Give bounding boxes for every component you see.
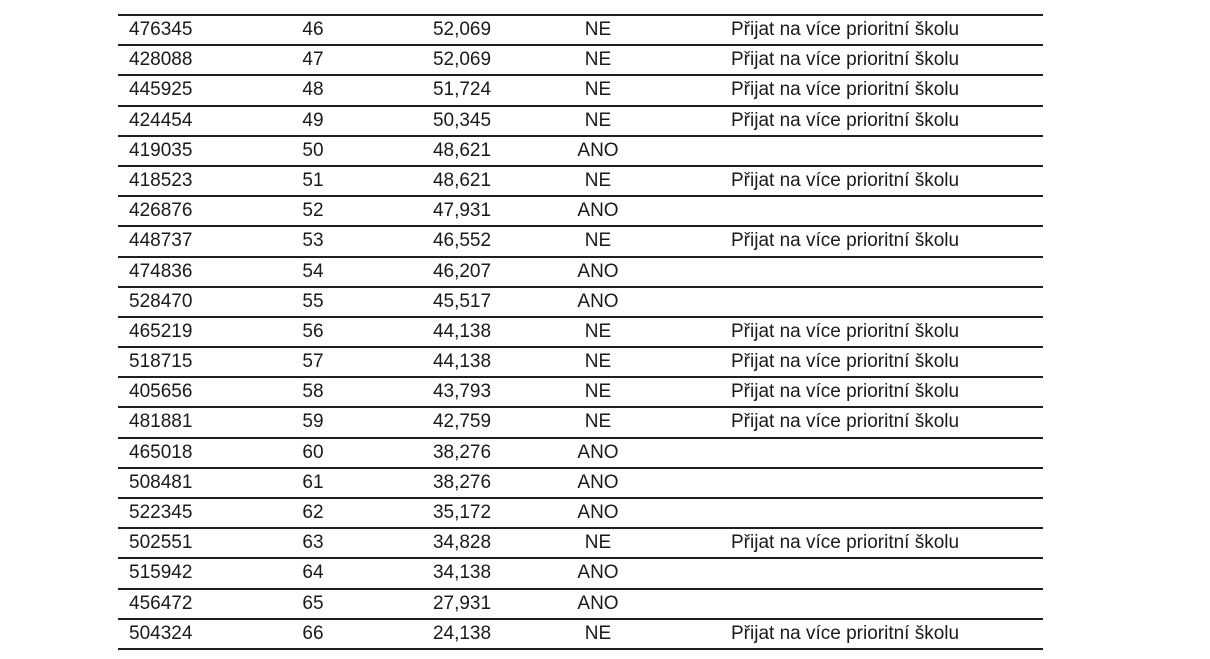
score: 35,172 xyxy=(432,502,492,523)
note: Přijat na více prioritní školu xyxy=(731,230,960,252)
table-row xyxy=(118,225,1043,255)
table-row xyxy=(118,618,1043,650)
applicant-id: 445925 xyxy=(129,79,193,101)
accepted-status: ANO xyxy=(577,441,619,463)
rank: 49 xyxy=(302,109,324,131)
table-row xyxy=(118,105,1043,135)
applicant-id: 405656 xyxy=(129,381,193,403)
applicant-id: 502551 xyxy=(129,532,193,554)
accepted-status: ANO xyxy=(577,260,619,282)
score: 42,759 xyxy=(432,411,492,433)
score: 51,724 xyxy=(432,79,492,101)
table-row xyxy=(118,44,1043,74)
applicant-id: 448737 xyxy=(129,230,193,252)
score: 46,552 xyxy=(432,230,492,252)
applicant-id: 465018 xyxy=(129,441,193,463)
applicant-id: 508481 xyxy=(129,471,193,493)
table-row xyxy=(118,497,1043,527)
table-row xyxy=(118,588,1043,618)
score: 48,621 xyxy=(432,169,492,191)
rank: 53 xyxy=(302,230,324,252)
applicant-id: 474836 xyxy=(129,260,193,282)
rank: 46 xyxy=(302,19,324,40)
results-table xyxy=(118,14,1043,650)
score: 50,345 xyxy=(432,109,492,131)
table-row xyxy=(118,316,1043,346)
applicant-id: 515942 xyxy=(129,562,193,584)
table-row xyxy=(118,406,1043,436)
table-row xyxy=(118,74,1043,104)
applicant-id: 418523 xyxy=(129,169,193,191)
rank: 55 xyxy=(302,290,324,312)
table-row xyxy=(118,527,1043,557)
note: Přijat na více prioritní školu xyxy=(731,19,960,40)
score: 44,138 xyxy=(432,351,492,373)
score: 44,138 xyxy=(432,320,492,342)
accepted-status: ANO xyxy=(577,139,619,161)
note: Přijat na více prioritní školu xyxy=(731,622,960,644)
score: 24,138 xyxy=(432,622,492,644)
note: Přijat na více prioritní školu xyxy=(731,381,960,403)
score: 46,207 xyxy=(432,260,492,282)
accepted-status: NE xyxy=(584,351,612,373)
table-row xyxy=(118,14,1043,44)
table-row xyxy=(118,346,1043,376)
accepted-status: ANO xyxy=(577,592,619,614)
accepted-status: NE xyxy=(584,622,612,644)
accepted-status: NE xyxy=(584,411,612,433)
accepted-status: NE xyxy=(584,230,612,252)
score: 38,276 xyxy=(432,441,492,463)
accepted-status: ANO xyxy=(577,200,619,222)
rank: 61 xyxy=(302,471,324,493)
note: Přijat na více prioritní školu xyxy=(731,320,960,342)
score: 34,828 xyxy=(432,532,492,554)
rank: 50 xyxy=(302,139,324,161)
note: Přijat na více prioritní školu xyxy=(731,532,960,554)
accepted-status: NE xyxy=(584,19,612,40)
accepted-status: NE xyxy=(584,49,612,71)
table-row xyxy=(118,256,1043,286)
rank: 63 xyxy=(302,532,324,554)
score: 34,138 xyxy=(432,562,492,584)
applicant-id: 518715 xyxy=(129,351,193,373)
rank: 47 xyxy=(302,49,324,71)
applicant-id: 419035 xyxy=(129,139,193,161)
rank: 64 xyxy=(302,562,324,584)
table-row xyxy=(118,135,1043,165)
rank: 54 xyxy=(302,260,324,282)
note: Přijat na více prioritní školu xyxy=(731,351,960,373)
rank: 65 xyxy=(302,592,324,614)
score: 45,517 xyxy=(432,290,492,312)
note: Přijat na více prioritní školu xyxy=(731,411,960,433)
table-row xyxy=(118,165,1043,195)
rank: 52 xyxy=(302,200,324,222)
score: 52,069 xyxy=(432,19,492,40)
rank: 51 xyxy=(302,169,324,191)
accepted-status: ANO xyxy=(577,290,619,312)
rank: 59 xyxy=(302,411,324,433)
applicant-id: 465219 xyxy=(129,320,193,342)
table-row xyxy=(118,467,1043,497)
applicant-id: 456472 xyxy=(129,592,193,614)
applicant-id: 428088 xyxy=(129,49,193,71)
table-row xyxy=(118,376,1043,406)
accepted-status: NE xyxy=(584,79,612,101)
rank: 60 xyxy=(302,441,324,463)
note: Přijat na více prioritní školu xyxy=(731,79,960,101)
accepted-status: ANO xyxy=(577,471,619,493)
note: Přijat na více prioritní školu xyxy=(731,109,960,131)
accepted-status: NE xyxy=(584,381,612,403)
rank: 58 xyxy=(302,381,324,403)
table-row xyxy=(118,195,1043,225)
applicant-id: 481881 xyxy=(129,411,193,433)
note: Přijat na více prioritní školu xyxy=(731,169,960,191)
rank: 62 xyxy=(302,502,324,523)
accepted-status: NE xyxy=(584,532,612,554)
applicant-id: 476345 xyxy=(129,19,193,40)
accepted-status: ANO xyxy=(577,502,619,523)
score: 43,793 xyxy=(432,381,492,403)
rank: 48 xyxy=(302,79,324,101)
score: 38,276 xyxy=(432,471,492,493)
score: 48,621 xyxy=(432,139,492,161)
accepted-status: NE xyxy=(584,109,612,131)
table-row xyxy=(118,557,1043,587)
score: 52,069 xyxy=(432,49,492,71)
applicant-id: 528470 xyxy=(129,290,193,312)
applicant-id: 426876 xyxy=(129,200,193,222)
rank: 66 xyxy=(302,622,324,644)
accepted-status: ANO xyxy=(577,562,619,584)
accepted-status: NE xyxy=(584,320,612,342)
note: Přijat na více prioritní školu xyxy=(731,49,960,71)
rank: 57 xyxy=(302,351,324,373)
applicant-id: 424454 xyxy=(129,109,193,131)
rank: 56 xyxy=(302,320,324,342)
accepted-status: NE xyxy=(584,169,612,191)
applicant-id: 504324 xyxy=(129,622,193,644)
applicant-id: 522345 xyxy=(129,502,193,523)
table-row xyxy=(118,437,1043,467)
score: 47,931 xyxy=(432,200,492,222)
table-row xyxy=(118,286,1043,316)
score: 27,931 xyxy=(432,592,492,614)
